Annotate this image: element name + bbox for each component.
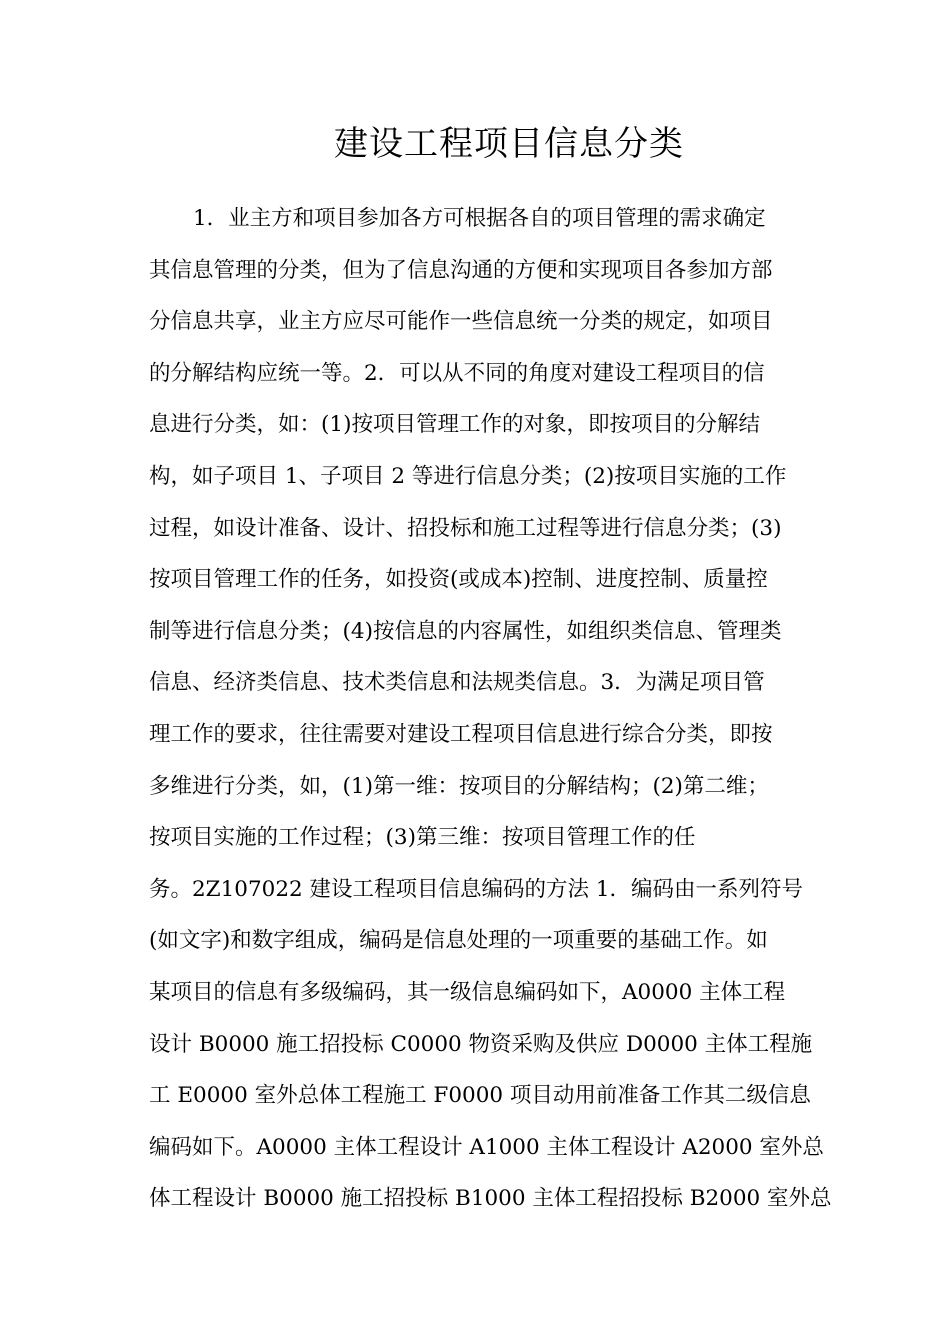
body-line: 1．业主方和项目参加各方可根据各自的项目管理的需求确定 — [193, 206, 766, 231]
body-line: 某项目的信息有多级编码，其一级信息编码如下，A0000 主体工程 — [149, 979, 786, 1005]
body-line: 体工程设计 B0000 施工招投标 B1000 主体工程招投标 B2000 室外总 — [149, 1186, 832, 1212]
body-line: 的分解结构应统一等。2．可以从不同的角度对建设工程项目的信 — [149, 360, 765, 386]
body-line: 按项目实施的工作过程；(3)第三维：按项目管理工作的任 — [149, 825, 696, 851]
body-line: 工 E0000 室外总体工程施工 F0000 项目动用前准备工作其二级信息 — [149, 1083, 811, 1109]
document-body — [149, 193, 832, 1225]
body-line: 理工作的要求，往往需要对建设工程项目信息进行综合分类，即按 — [149, 721, 773, 747]
body-line: 按项目管理工作的任务，如投资(或成本)控制、进度控制、质量控 — [149, 567, 768, 593]
body-line: 务。2Z107022 建设工程项目信息编码的方法 1．编码由一系列符号 — [149, 876, 804, 902]
document-title: 建设工程项目信息分类 — [334, 124, 684, 164]
body-line: 信息、经济类信息、技术类信息和法规类信息。3．为满足项目管 — [149, 670, 765, 696]
body-line: 编码如下。A0000 主体工程设计 A1000 主体工程设计 A2000 室外总 — [149, 1134, 824, 1160]
body-line: 构，如子项目 1、子项目 2 等进行信息分类；(2)按项目实施的工作 — [149, 463, 787, 489]
body-line: 多维进行分类，如，(1)第一维：按项目的分解结构；(2)第二维； — [149, 773, 769, 799]
body-line: 制等进行信息分类；(4)按信息的内容属性，如组织类信息、管理类 — [149, 618, 782, 644]
body-line: 息进行分类，如：(1)按项目管理工作的对象，即按项目的分解结 — [149, 412, 760, 438]
body-line: (如文字)和数字组成，编码是信息处理的一项重要的基础工作。如 — [149, 928, 768, 954]
body-line: 其信息管理的分类，但为了信息沟通的方便和实现项目各参加方部 — [149, 257, 773, 283]
body-line: 过程，如设计准备、设计、招投标和施工过程等进行信息分类；(3) — [149, 515, 782, 541]
body-line: 设计 B0000 施工招投标 C0000 物资采购及供应 D0000 主体工程施 — [149, 1031, 813, 1057]
body-line: 分信息共享，业主方应尽可能作一些信息统一分类的规定，如项目 — [149, 309, 773, 335]
